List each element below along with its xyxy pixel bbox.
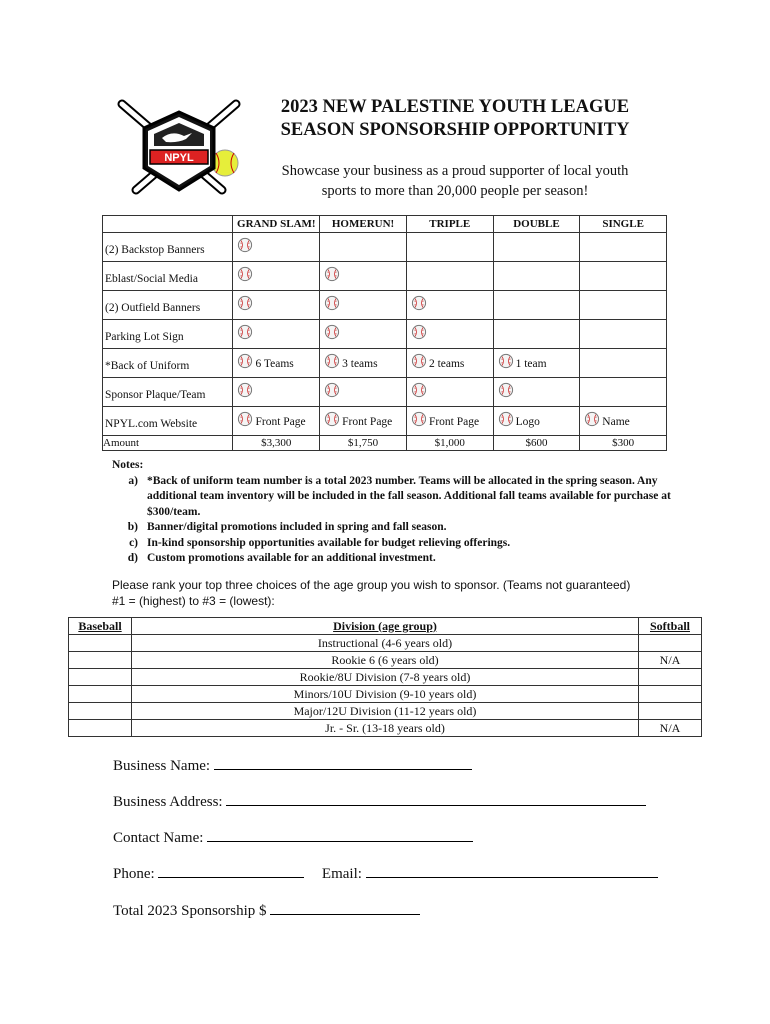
sponsorship-row (103, 262, 667, 291)
tier-header: HOMERUN! (320, 216, 407, 233)
softball-rank-cell[interactable] (639, 686, 702, 703)
blank-header-cell (103, 216, 233, 233)
tier-header: SINGLE (580, 216, 667, 233)
baseball-icon (324, 411, 340, 427)
amount-label: Amount (103, 436, 233, 451)
benefit-cell (233, 349, 320, 378)
benefit-cell (320, 233, 407, 262)
sponsorship-table (102, 215, 667, 451)
division-label: Major/12U Division (11-12 years old) (132, 703, 639, 720)
phone-field[interactable] (158, 863, 304, 878)
sponsorship-row (103, 378, 667, 407)
page-title: 2023 NEW PALESTINE YOUTH LEAGUE SEASON SPONSORSHIP OPPORTUNITY (280, 97, 630, 140)
division-row (69, 652, 702, 669)
baseball-icon (411, 324, 427, 340)
benefit-label: NPYL.com Website (103, 407, 233, 436)
benefit-cell (580, 378, 667, 407)
baseball-icon (237, 266, 253, 282)
baseball-icon (237, 382, 253, 398)
softball-header: Softball (639, 618, 702, 635)
benefit-value: 6 Teams (255, 358, 294, 370)
benefit-label: (2) Outfield Banners (103, 291, 233, 320)
baseball-rank-cell[interactable] (69, 669, 132, 686)
baseball-icon (324, 324, 340, 340)
benefit-cell (580, 262, 667, 291)
baseball-icon (411, 382, 427, 398)
sponsorship-row (103, 233, 667, 262)
business-name-field[interactable] (214, 755, 472, 770)
baseball-rank-cell[interactable] (69, 635, 132, 652)
benefit-cell (233, 320, 320, 349)
notes-heading: Notes: (112, 459, 144, 471)
division-header: Division (age group) (132, 618, 639, 635)
baseball-icon (411, 353, 427, 369)
business-address-field[interactable] (226, 791, 646, 806)
division-label: Rookie 6 (6 years old) (132, 652, 639, 669)
baseball-icon (324, 353, 340, 369)
svg-text:NPYL: NPYL (164, 152, 194, 164)
business-name-row (113, 755, 472, 775)
amount-value: $300 (580, 436, 667, 451)
benefit-value: 2 teams (428, 358, 465, 370)
baseball-rank-cell[interactable] (69, 652, 132, 669)
baseball-icon (411, 411, 427, 427)
baseball-rank-cell[interactable] (69, 703, 132, 720)
benefit-cell (580, 320, 667, 349)
amount-row (103, 436, 667, 451)
softball-rank-cell[interactable]: N/A (639, 652, 702, 669)
benefit-label: Parking Lot Sign (103, 320, 233, 349)
amount-value: $600 (493, 436, 580, 451)
benefit-cell (320, 349, 407, 378)
benefit-cell (580, 233, 667, 262)
benefit-cell (580, 291, 667, 320)
notes-section (112, 458, 672, 567)
division-table (68, 617, 702, 737)
note-item: d) Custom promotions available for an additional investment. (127, 552, 436, 564)
benefit-cell (493, 349, 580, 378)
division-label: Rookie/8U Division (7-8 years old) (132, 669, 639, 686)
benefit-cell (320, 320, 407, 349)
benefit-cell (406, 291, 493, 320)
benefit-cell (580, 407, 667, 436)
baseball-icon (237, 353, 253, 369)
sponsorship-row (103, 291, 667, 320)
total-sponsorship-row (113, 900, 420, 920)
benefit-cell (233, 262, 320, 291)
benefit-cell (406, 407, 493, 436)
sponsorship-row (103, 407, 667, 436)
benefit-cell (233, 407, 320, 436)
division-row (69, 686, 702, 703)
benefit-value: 3 teams (342, 358, 378, 370)
business-address-row (113, 791, 646, 811)
benefit-value: 1 team (515, 358, 547, 370)
contact-name-row (113, 827, 473, 847)
note-item: b) Banner/digital promotions included in spring and fall season. (127, 521, 447, 533)
baseball-icon (324, 295, 340, 311)
benefit-cell (493, 262, 580, 291)
baseball-icon (324, 382, 340, 398)
note-item: c) In-kind sponsorship opportunities available for budget relieving offerings. (129, 536, 511, 549)
baseball-rank-cell[interactable] (69, 720, 132, 737)
benefit-cell (233, 233, 320, 262)
benefit-cell (320, 262, 407, 291)
rank-instructions: Please rank your top three choices of the age group you wish to sponsor. (Teams not guaranteed) #1 = (highest) to #3 = (lowest): (112, 578, 631, 608)
benefit-cell (233, 291, 320, 320)
division-row (69, 669, 702, 686)
softball-rank-cell[interactable] (639, 669, 702, 686)
amount-value: $1,750 (320, 436, 407, 451)
benefit-cell (320, 378, 407, 407)
total-sponsorship-field[interactable] (270, 900, 420, 915)
benefit-cell (233, 378, 320, 407)
baseball-icon (237, 295, 253, 311)
benefit-value: Logo (515, 416, 540, 428)
business-address-label: Business Address: (113, 794, 223, 810)
tier-header: TRIPLE (406, 216, 493, 233)
benefit-cell (493, 407, 580, 436)
tier-header: DOUBLE (493, 216, 580, 233)
benefit-value: Front Page (342, 416, 393, 428)
baseball-icon (237, 237, 253, 253)
benefit-cell (406, 320, 493, 349)
baseball-icon (498, 411, 514, 427)
benefit-cell (493, 233, 580, 262)
email-label: Email: (321, 866, 362, 882)
benefit-cell (406, 378, 493, 407)
division-label: Minors/10U Division (9-10 years old) (132, 686, 639, 703)
baseball-icon (584, 411, 600, 427)
benefit-value: Front Page (428, 416, 480, 428)
benefit-cell (493, 291, 580, 320)
contact-name-label: Contact Name: (113, 830, 204, 846)
benefit-cell (406, 262, 493, 291)
benefit-value: Name (602, 416, 630, 428)
sponsorship-row (103, 349, 667, 378)
division-row (69, 635, 702, 652)
baseball-header: Baseball (69, 618, 132, 635)
email-field[interactable] (366, 863, 658, 878)
benefit-value: Front Page (255, 416, 306, 428)
baseball-icon (498, 353, 514, 369)
benefit-cell (580, 349, 667, 378)
baseball-icon (237, 411, 253, 427)
phone-email-row (113, 863, 658, 883)
benefit-cell (320, 291, 407, 320)
amount-value: $1,000 (406, 436, 493, 451)
tier-header: GRAND SLAM! (233, 216, 320, 233)
note-item: a) *Back of uniform team number is a total 2023 number. Teams will be allocated in the spring season. Any additional team inventory will be included in the fall season. Additional fall teams available for purchase at $300/team. (128, 474, 671, 518)
baseball-icon (498, 382, 514, 398)
division-label: Instructional (4-6 years old) (132, 635, 639, 652)
sponsorship-header-row (103, 216, 667, 233)
division-row (69, 703, 702, 720)
softball-rank-cell[interactable] (639, 635, 702, 652)
benefit-cell (493, 320, 580, 349)
division-label: Jr. - Sr. (13-18 years old) (132, 720, 639, 737)
contact-name-field[interactable] (207, 827, 473, 842)
sponsorship-row (103, 320, 667, 349)
amount-value: $3,300 (233, 436, 320, 451)
benefit-cell (406, 233, 493, 262)
benefit-label: (2) Backstop Banners (103, 233, 233, 262)
benefit-label: Eblast/Social Media (103, 262, 233, 291)
baseball-icon (324, 266, 340, 282)
benefit-cell (493, 378, 580, 407)
business-name-label: Business Name: (113, 758, 211, 774)
benefit-cell (320, 407, 407, 436)
page-subtitle: Showcase your business as a proud supporter of local youth sports to more than 20,000 people per season! (281, 163, 629, 199)
baseball-icon (411, 295, 427, 311)
softball-rank-cell[interactable] (639, 703, 702, 720)
benefit-label: Sponsor Plaque/Team (103, 378, 233, 407)
softball-rank-cell[interactable]: N/A (639, 720, 702, 737)
npyl-logo (114, 98, 244, 198)
baseball-rank-cell[interactable] (69, 686, 132, 703)
baseball-icon (237, 324, 253, 340)
benefit-label: *Back of Uniform (103, 349, 233, 378)
phone-label: Phone: (113, 866, 155, 882)
total-sponsorship-label: Total 2023 Sponsorship $ (113, 903, 267, 919)
division-row (69, 720, 702, 737)
benefit-cell (406, 349, 493, 378)
